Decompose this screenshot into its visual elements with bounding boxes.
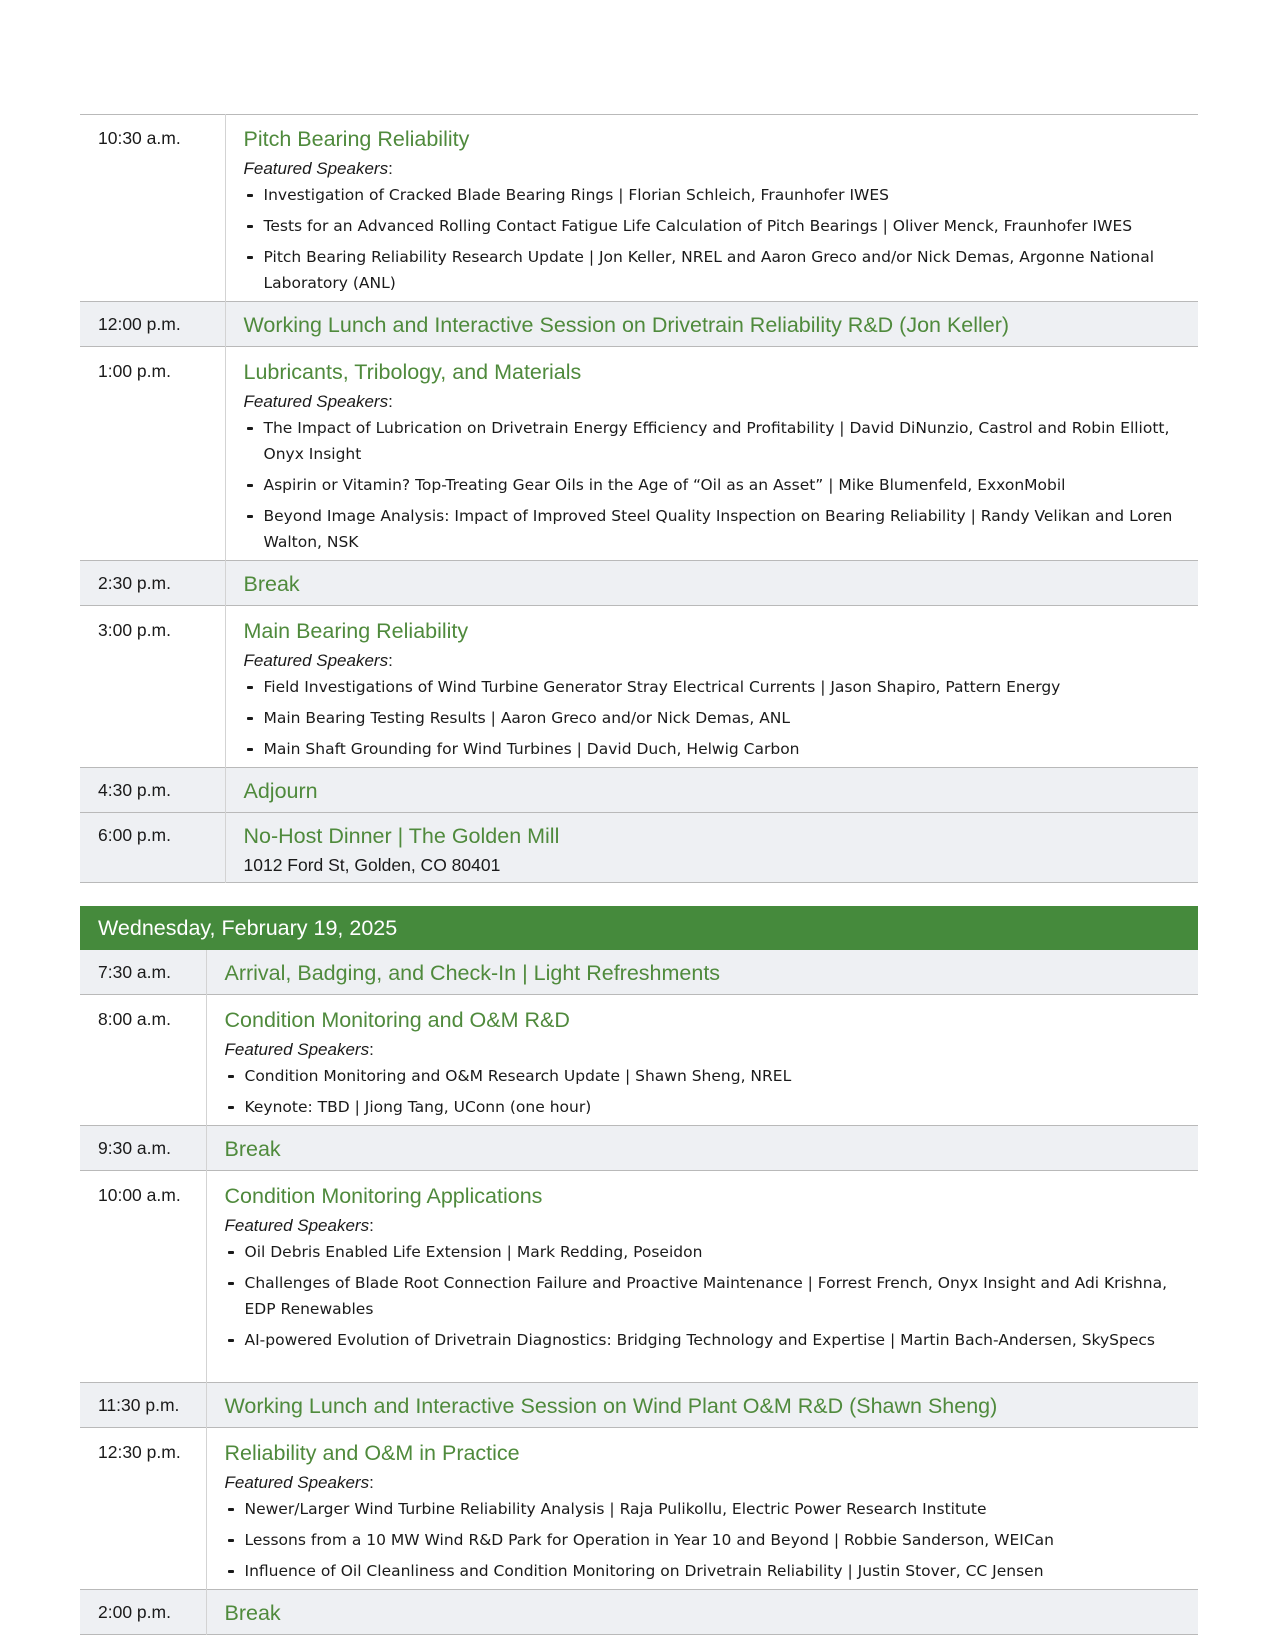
session-content [225,768,1198,813]
session-time: 2:00 p.m. [80,1590,206,1635]
session-content [206,1171,1198,1383]
session-content [206,995,1198,1126]
speaker-item: Challenges of Blade Root Connection Failure and Proactive Maintenance | Forrest French, Onyx Insight and Adi Krishna, EDP Renewables [225,1270,1187,1322]
day-header: Wednesday, February 19, 2025 [80,906,1198,950]
session-row [80,606,1198,768]
speaker-item: Influence of Oil Cleanliness and Condition Monitoring on Drivetrain Reliability | Justin Stover, CC Jensen [225,1558,1187,1584]
session-title: Main Bearing Reliability [243,619,469,643]
session-content [206,950,1198,995]
speaker-item: AI-powered Evolution of Drivetrain Diagnostics: Bridging Technology and Expertise | Martin Bach-Andersen, SkySpecs [225,1327,1187,1353]
session-row [80,1590,1198,1635]
session-title: Working Lunch and Interactive Session on Wind Plant O&M R&D (Shawn Sheng) [224,1394,998,1418]
session-row [80,1171,1198,1383]
agenda-table-day2 [80,950,1198,1635]
session-content [225,114,1198,302]
session-row [80,768,1198,813]
session-content [206,1126,1198,1171]
session-title: Break [243,572,300,596]
session-time: 6:00 p.m. [80,813,225,883]
speaker-list [244,415,1187,555]
session-content [225,302,1198,347]
speaker-item: Tests for an Advanced Rolling Contact Fatigue Life Calculation of Pitch Bearings | Oliver Menck, Fraunhofer IWES [244,213,1187,239]
session-title: Reliability and O&M in Practice [224,1441,520,1465]
session-row [80,1428,1198,1590]
session-row [80,561,1198,606]
featured-speakers-label: Featured Speakers: [224,1040,374,1059]
session-time: 12:00 p.m. [80,302,225,347]
session-time: 7:30 a.m. [80,950,206,995]
speaker-list [244,674,1187,762]
session-row [80,1126,1198,1171]
session-row [80,302,1198,347]
speaker-item: Lessons from a 10 MW Wind R&D Park for Operation in Year 10 and Beyond | Robbie Sanderson, WEICan [225,1527,1187,1553]
featured-speakers-label: Featured Speakers: [243,392,393,411]
session-title: Condition Monitoring Applications [224,1184,543,1208]
session-row [80,995,1198,1126]
featured-speakers-label: Featured Speakers: [224,1473,374,1492]
session-title: Working Lunch and Interactive Session on Drivetrain Reliability R&D (Jon Keller) [243,313,1010,337]
session-time: 8:00 a.m. [98,1009,171,1029]
session-title: Adjourn [243,779,318,803]
session-content [225,347,1198,561]
speaker-item: The Impact of Lubrication on Drivetrain Energy Efficiency and Profitability | David DiNunzio, Castrol and Robin Elliott, Onyx Insight [244,415,1187,467]
session-time: 3:00 p.m. [98,620,171,640]
speaker-item: Pitch Bearing Reliability Research Update | Jon Keller, NREL and Aaron Greco and/or Nick Demas, Argonne National Laboratory (ANL) [244,244,1187,296]
speaker-item: Aspirin or Vitamin? Top-Treating Gear Oils in the Age of “Oil as an Asset” | Mike Blumenfeld, ExxonMobil [244,472,1187,498]
session-content [206,1428,1198,1590]
session-time: 1:00 p.m. [98,361,171,381]
session-row [80,813,1198,883]
speaker-list [225,1063,1187,1120]
session-time: 10:00 a.m. [98,1185,181,1205]
speaker-item: Oil Debris Enabled Life Extension | Mark Redding, Poseidon [225,1239,1187,1265]
featured-speakers-label: Featured Speakers: [243,159,393,178]
session-time: 11:30 p.m. [80,1383,206,1428]
session-title: Break [224,1601,281,1625]
session-content [225,606,1198,768]
speaker-item: Main Shaft Grounding for Wind Turbines | David Duch, Helwig Carbon [244,736,1187,762]
session-time: 10:30 a.m. [98,128,181,148]
speaker-item: Keynote: TBD | Jiong Tang, UConn (one hour) [225,1094,1187,1120]
session-content [225,813,1198,883]
speaker-item: Newer/Larger Wind Turbine Reliability Analysis | Raja Pulikollu, Electric Power Research Institute [225,1496,1187,1522]
session-time: 4:30 p.m. [80,768,225,813]
session-title: Arrival, Badging, and Check-In | Light Refreshments [224,961,721,985]
session-title: Condition Monitoring and O&M R&D [224,1008,570,1032]
speaker-list [244,182,1187,296]
session-title: Lubricants, Tribology, and Materials [243,360,582,384]
speaker-item: Condition Monitoring and O&M Research Update | Shawn Sheng, NREL [225,1063,1187,1089]
speaker-item: Beyond Image Analysis: Impact of Improved Steel Quality Inspection on Bearing Reliability | Randy Velikan and Loren Walton, NSK [244,503,1187,555]
session-row [80,114,1198,302]
agenda-table-day1 [80,114,1198,883]
speaker-item: Field Investigations of Wind Turbine Generator Stray Electrical Currents | Jason Shapiro, Pattern Energy [244,674,1187,700]
featured-speakers-label: Featured Speakers: [243,651,393,670]
session-content [206,1590,1198,1635]
session-row [80,347,1198,561]
session-title: Pitch Bearing Reliability [243,127,470,151]
speaker-item: Investigation of Cracked Blade Bearing Rings | Florian Schleich, Fraunhofer IWES [244,182,1187,208]
venue-address: 1012 Ford St, Golden, CO 80401 [243,855,501,875]
session-time: 2:30 p.m. [80,561,225,606]
session-content [206,1383,1198,1428]
session-title: Break [224,1137,281,1161]
session-row [80,950,1198,995]
featured-speakers-label: Featured Speakers: [224,1216,374,1235]
speaker-list [225,1239,1187,1353]
session-title: No-Host Dinner | The Golden Mill [243,824,560,848]
session-content [225,561,1198,606]
speaker-list [225,1496,1187,1584]
speaker-item: Main Bearing Testing Results | Aaron Greco and/or Nick Demas, ANL [244,705,1187,731]
session-time: 12:30 p.m. [98,1442,181,1462]
session-row [80,1383,1198,1428]
session-time: 9:30 a.m. [80,1126,206,1171]
